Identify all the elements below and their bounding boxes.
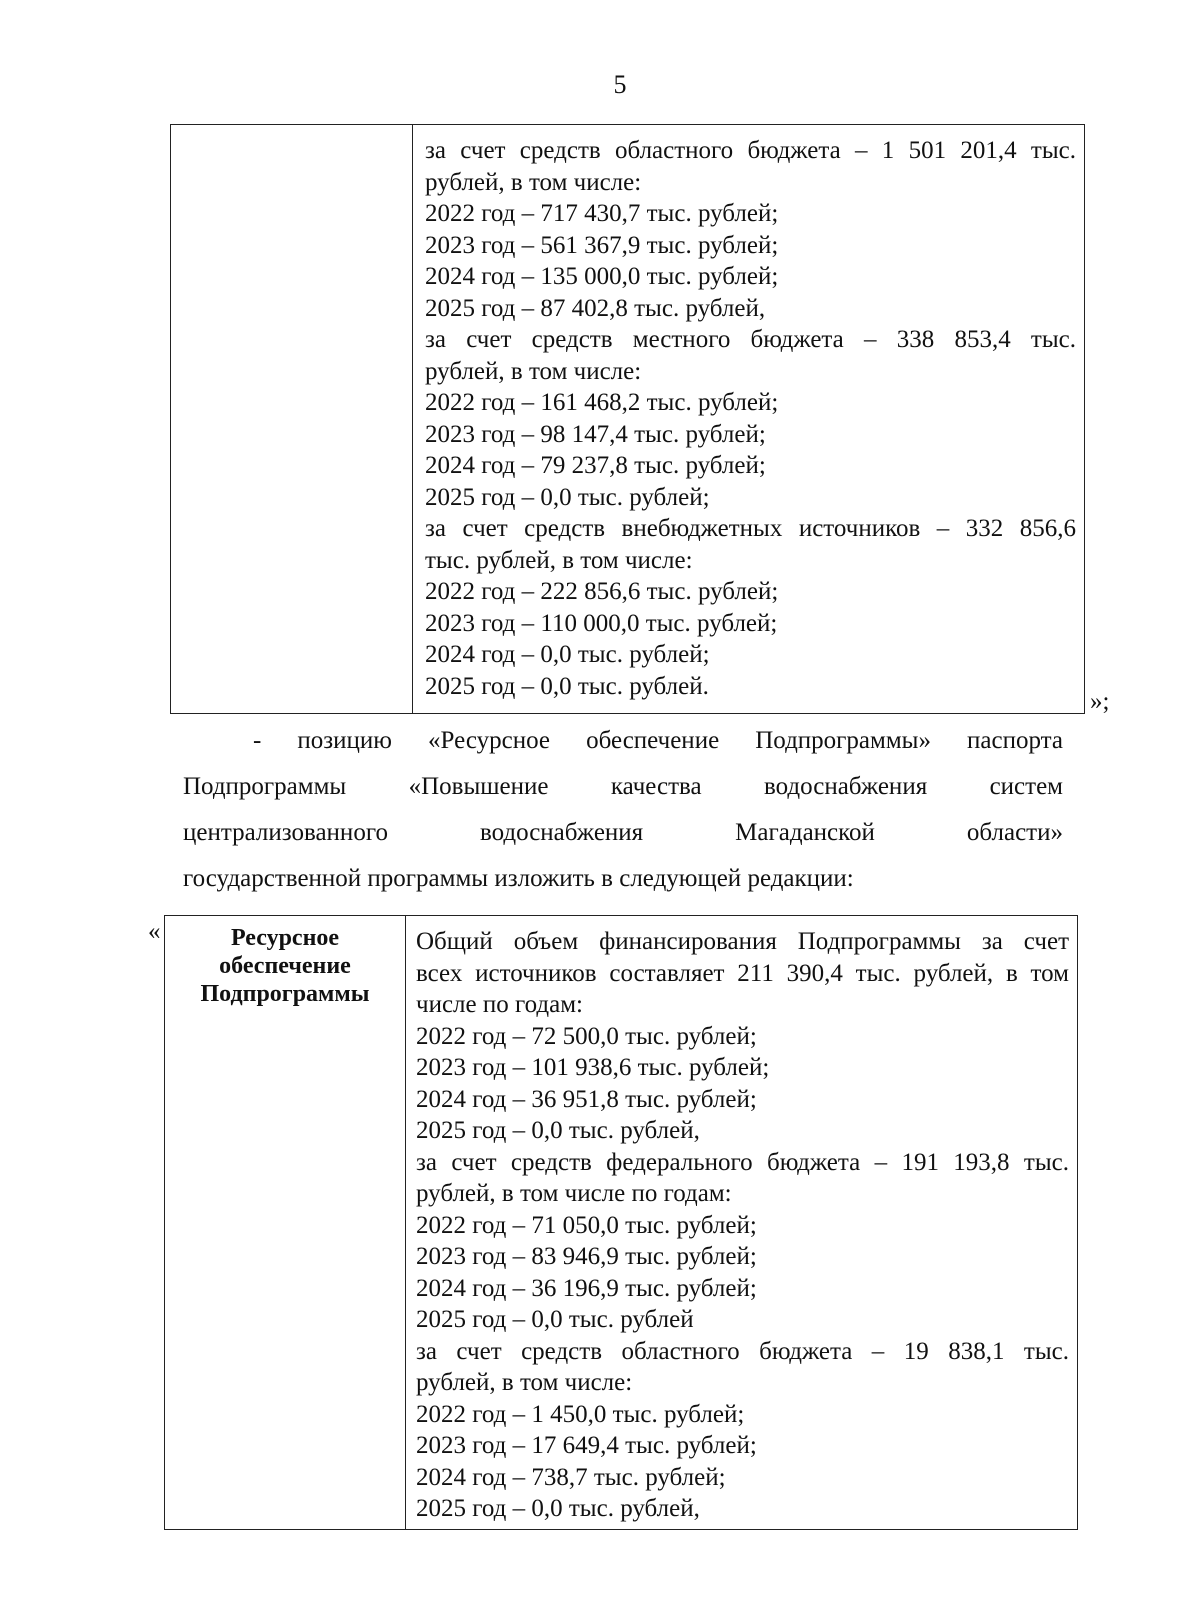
heading-line: обеспечение xyxy=(219,953,351,979)
text-line: тыс. рублей, в том числе: xyxy=(425,546,693,574)
text-line: 2024 год – 738,7 тыс. рублей; xyxy=(416,1463,726,1491)
text-line: 2025 год – 0,0 тыс. рублей; xyxy=(425,483,710,511)
position-heading-cell xyxy=(165,916,406,1530)
text-line: 2025 год – 0,0 тыс. рублей, xyxy=(416,1495,700,1522)
resource-provision-table xyxy=(164,915,1078,1530)
amendment-instruction xyxy=(183,718,1063,902)
text-line: 2023 год – 83 946,9 тыс. рублей; xyxy=(416,1243,757,1270)
text-line: 2024 год – 36 951,8 тыс. рублей; xyxy=(416,1085,757,1113)
instruction-line: - позицию «Ресурсное обеспечение Подпрограммы» паспорта xyxy=(253,727,1063,754)
text-line: рублей, в том числе: xyxy=(425,168,642,196)
text-line: 2023 год – 101 938,6 тыс. рублей; xyxy=(416,1054,770,1081)
text-line: 2022 год – 717 430,7 тыс. рублей; xyxy=(425,200,779,227)
text-line: рублей, в том числе по годам: xyxy=(416,1180,732,1207)
empty-label-cell xyxy=(171,125,413,714)
closing-quote-mark: »; xyxy=(1090,688,1110,715)
page-number: 5 xyxy=(613,70,627,99)
instruction-line: Подпрограммы «Повышение качества водоснабжения систем xyxy=(183,773,1063,800)
text-line: Общий объем финансирования Подпрограммы за счет xyxy=(416,928,1069,955)
text-line: 2024 год – 36 196,9 тыс. рублей; xyxy=(416,1274,757,1302)
text-line: 2024 год – 79 237,8 тыс. рублей; xyxy=(425,452,766,479)
opening-quote-mark: « xyxy=(148,918,161,945)
text-line: за счет средств областного бюджета – 1 501 201,4 тыс. xyxy=(425,137,1076,164)
funding-details-text xyxy=(413,125,1084,706)
instruction-line: централизованного водоснабжения Магаданской области» xyxy=(183,819,1063,846)
text-line: за счет средств областного бюджета – 19 838,1 тыс. xyxy=(416,1337,1069,1365)
continued-resource-table xyxy=(170,124,1085,714)
text-line: 2023 год – 561 367,9 тыс. рублей; xyxy=(425,231,779,259)
text-line: рублей, в том числе: xyxy=(425,357,642,385)
funding-details-text xyxy=(406,916,1077,1529)
text-line: числе по годам: xyxy=(416,991,583,1018)
table-row xyxy=(171,125,1085,714)
text-line: 2023 год – 98 147,4 тыс. рублей; xyxy=(425,420,766,448)
text-line: 2022 год – 72 500,0 тыс. рублей; xyxy=(416,1022,757,1050)
text-line: 2025 год – 0,0 тыс. рублей xyxy=(416,1306,694,1333)
text-line: 2022 год – 161 468,2 тыс. рублей; xyxy=(425,389,779,416)
heading-line: Ресурсное xyxy=(230,925,340,951)
text-line: всех источников составляет 211 390,4 тыс. рублей, в том xyxy=(416,959,1069,987)
table-row xyxy=(165,916,1078,1530)
position-heading xyxy=(165,916,405,1008)
text-line: 2022 год – 222 856,6 тыс. рублей; xyxy=(425,578,779,605)
text-line: 2023 год – 17 649,4 тыс. рублей; xyxy=(416,1432,757,1459)
text-line: 2025 год – 87 402,8 тыс. рублей, xyxy=(425,294,766,322)
text-line: 2024 год – 0,0 тыс. рублей; xyxy=(425,641,710,668)
text-line: за счет средств внебюджетных источников – 332 856,6 xyxy=(425,515,1076,542)
text-line: 2025 год – 0,0 тыс. рублей. xyxy=(425,672,709,700)
text-line: 2025 год – 0,0 тыс. рублей, xyxy=(416,1117,700,1144)
text-line: 2022 год – 71 050,0 тыс. рублей; xyxy=(416,1211,757,1239)
text-line: 2023 год – 110 000,0 тыс. рублей; xyxy=(425,609,778,637)
text-line: рублей, в том числе: xyxy=(416,1369,633,1396)
heading-line: Подпрограммы xyxy=(200,981,370,1007)
text-line: 2024 год – 135 000,0 тыс. рублей; xyxy=(425,263,779,290)
text-line: 2022 год – 1 450,0 тыс. рублей; xyxy=(416,1400,745,1428)
funding-details-cell xyxy=(413,125,1085,714)
funding-details-cell xyxy=(406,916,1078,1530)
text-line: за счет средств федерального бюджета – 191 193,8 тыс. xyxy=(416,1148,1069,1176)
instruction-line: государственной программы изложить в следующей редакции: xyxy=(183,865,854,892)
text-line: за счет средств местного бюджета – 338 853,4 тыс. xyxy=(425,326,1076,353)
